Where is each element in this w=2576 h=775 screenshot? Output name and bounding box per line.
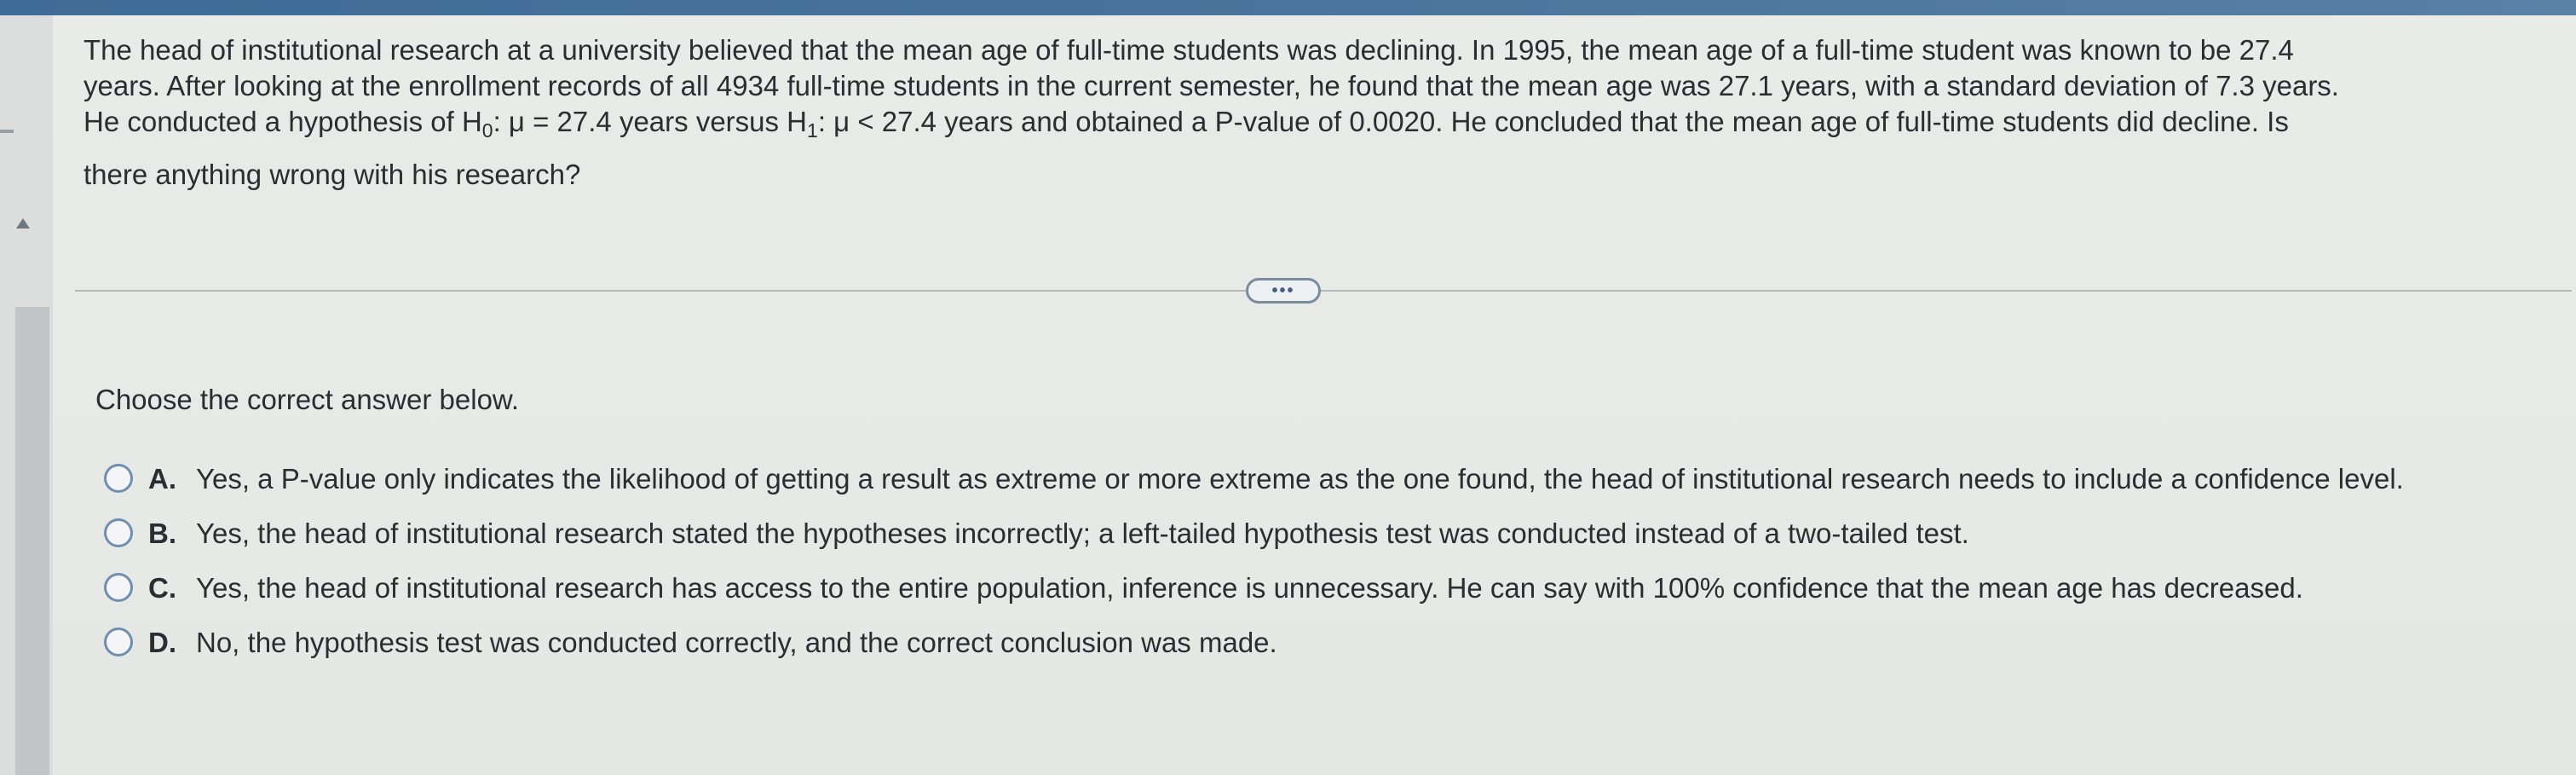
radio-d[interactable] (104, 628, 133, 656)
option-letter: B. (148, 518, 176, 549)
option-letter: A. (148, 463, 176, 494)
question-line-3 (84, 104, 2572, 140)
option-text: No, the hypothesis test was conducted correctly, and the correct conclusion was made. (196, 627, 1277, 658)
question-line-4: there anything wrong with his research? (84, 159, 581, 190)
h1-subscript: 1 (807, 119, 818, 142)
question-panel (53, 15, 2576, 775)
hypothesis-text-part-3: : μ < 27.4 years and obtained a P-value of 0.0020. He concluded that the mean age of full-time students did decline. Is (817, 106, 2289, 137)
radio-c[interactable] (104, 573, 133, 602)
radio-b[interactable] (104, 518, 133, 547)
expand-more-button[interactable]: ••• (1246, 278, 1321, 304)
option-text: Yes, a P-value only indicates the likelihood of getting a result as extreme or more extreme as the one found, the head of institutional research needs to include a confidence level. (196, 463, 2404, 494)
hypothesis-text-part-1: He conducted a hypothesis of H (84, 106, 482, 137)
top-header-strip (0, 0, 2576, 15)
scroll-up-arrow-icon[interactable] (16, 218, 30, 228)
option-a[interactable] (104, 462, 2558, 496)
answer-options (104, 462, 2558, 680)
radio-a[interactable] (104, 464, 133, 493)
section-divider (75, 290, 2572, 292)
option-text: Yes, the head of institutional research stated the hypotheses incorrectly; a left-tailed hypothesis test was conducted instead of a two-tailed test. (196, 518, 1969, 549)
option-letter: C. (148, 572, 176, 604)
hypothesis-text-part-2: : μ = 27.4 years versus H (493, 106, 808, 137)
collapse-dash-icon[interactable] (0, 130, 14, 133)
question-line-1: The head of institutional research at a university believed that the mean age of full-time students was declining. In 1995, the mean age of a full-time student was known to be 27.4 (84, 34, 2294, 66)
scrollbar-track[interactable] (15, 307, 49, 775)
option-text: Yes, the head of institutional research has access to the entire population, inference is unnecessary. He can say with 100% confidence that the mean age has decreased. (196, 572, 2303, 604)
option-d[interactable] (104, 626, 2558, 660)
question-line-2: years. After looking at the enrollment records of all 4934 full-time students in the current semester, he found that the mean age was 27.1 years, with a standard deviation of 7.3 years. (84, 70, 2339, 101)
option-b[interactable] (104, 517, 2558, 551)
answer-prompt: Choose the correct answer below. (95, 384, 520, 415)
option-letter: D. (148, 627, 176, 658)
h0-subscript: 0 (481, 119, 493, 142)
option-c[interactable] (104, 571, 2558, 605)
question-text (84, 32, 2572, 193)
